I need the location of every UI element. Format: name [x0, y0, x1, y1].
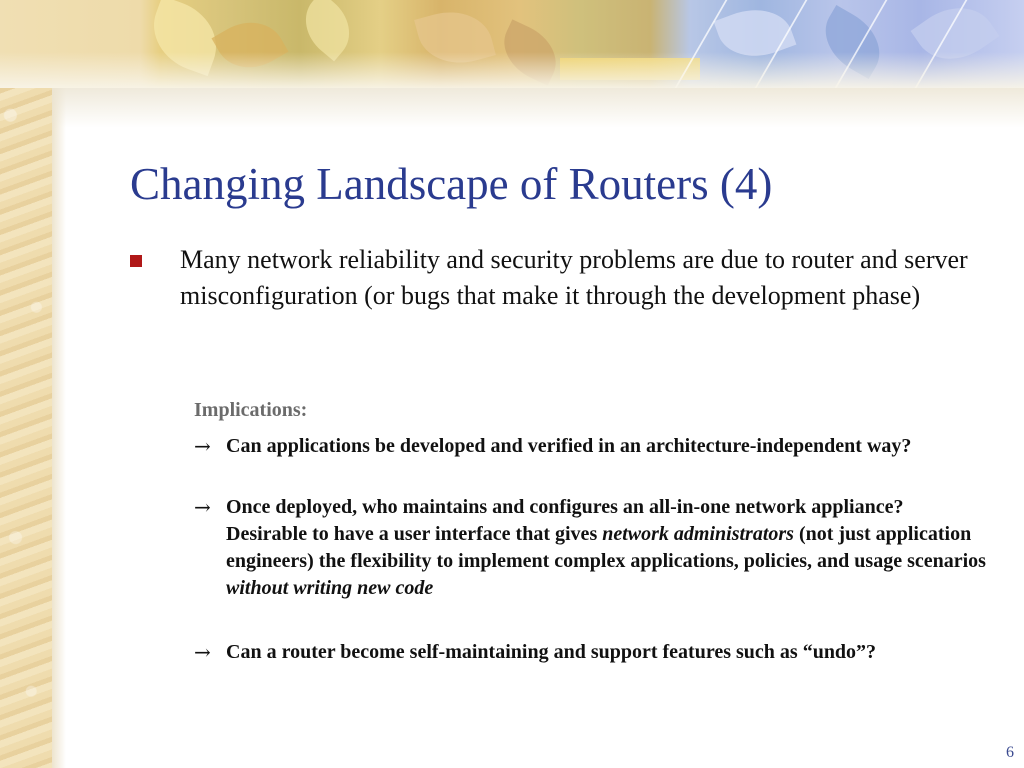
decorative-top-banner: [0, 0, 1024, 88]
leaf-decoration: [714, 0, 797, 68]
implication-text: Can applications be developed and verified in an architecture-independent way?: [226, 435, 912, 457]
leaf-decoration: [414, 2, 496, 73]
implication-text: [226, 494, 986, 602]
decorative-left-strip: [0, 0, 52, 768]
square-bullet-icon: [130, 255, 142, 267]
leaf-decoration: [493, 19, 566, 85]
leaf-decoration: [812, 5, 892, 79]
leaf-decoration: [911, 0, 1000, 76]
leaf-decoration: [292, 0, 363, 61]
implication-emphasis: without writing new code: [226, 577, 434, 599]
implication-text-part: (not just application engineers) the flexibility to implement complex applications, policies, and usage scenarios: [226, 523, 986, 572]
main-bullet-text: Many network reliability and security problems are due to router and server misconfiguration (or bugs that make it through the development phase): [180, 245, 968, 310]
right-arrow-icon: →: [194, 640, 211, 664]
implication-emphasis: network administrators: [602, 523, 794, 545]
implication-text-part: Once deployed, who maintains and configures an all-in-one network appliance? Desirable to have a user interface that gives: [226, 496, 904, 545]
right-arrow-icon: →: [194, 434, 211, 458]
banner-shadow: [52, 88, 1024, 128]
decorative-stripe: [675, 0, 728, 88]
slide-title: Changing Landscape of Routers (4): [130, 159, 773, 209]
implication-text: Can a router become self-maintaining and support features such as “undo”?: [226, 641, 877, 663]
decorative-yellow-band: [560, 58, 700, 80]
implications-label: Implications:: [194, 399, 308, 421]
slide-number: 6: [1006, 744, 1014, 761]
right-arrow-icon: →: [194, 495, 211, 519]
leaf-decoration: [212, 8, 289, 81]
